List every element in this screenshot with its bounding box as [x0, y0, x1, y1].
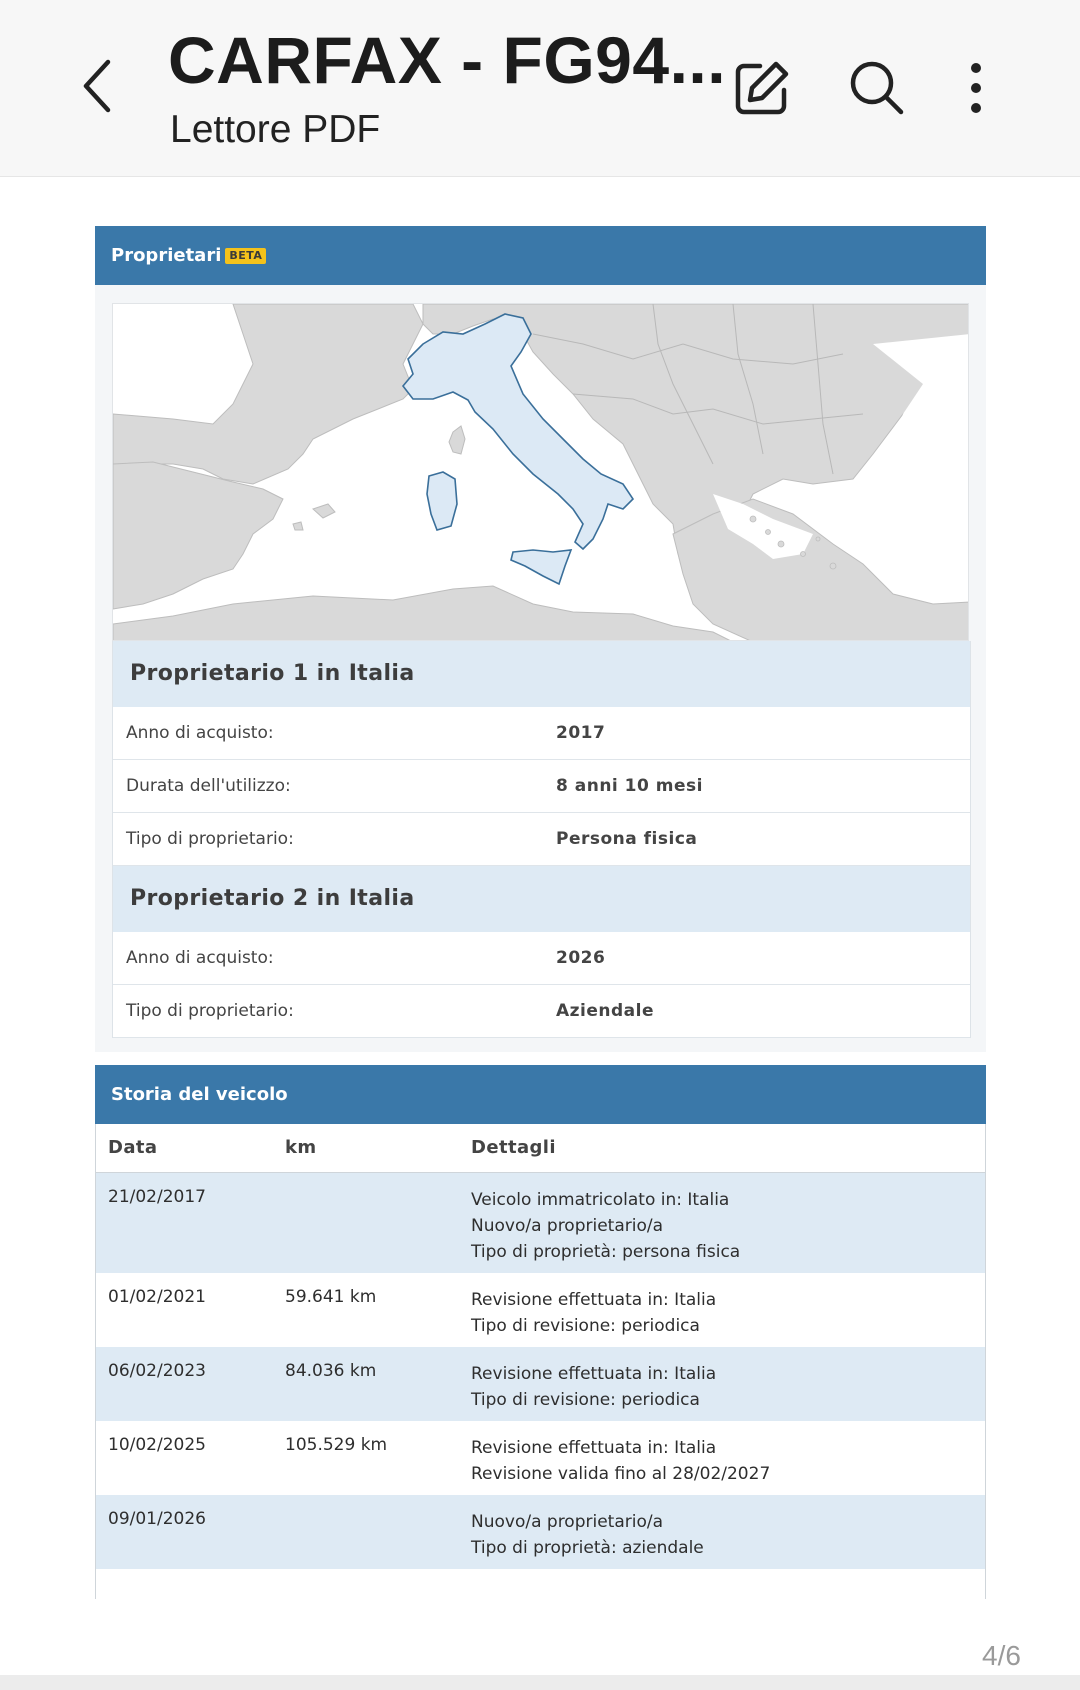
search-icon [845, 56, 909, 120]
history-table [95, 1124, 986, 1599]
row-value: 2026 [556, 948, 606, 968]
more-options-button[interactable] [946, 56, 1006, 120]
detail-line: Revisione effettuata in: Italia [471, 1290, 717, 1310]
app-subtitle: Lettore PDF [170, 108, 381, 151]
row-label: Tipo di proprietario: [126, 829, 294, 849]
owners-panel [95, 285, 986, 1052]
history-section-header: Storia del veicolo [95, 1065, 986, 1124]
history-row [96, 1273, 985, 1347]
history-row [96, 1347, 985, 1421]
row-value: Aziendale [556, 1001, 655, 1021]
detail-line: Tipo di proprietà: persona fisica [471, 1242, 741, 1262]
detail-line: Tipo di proprietà: aziendale [471, 1538, 704, 1558]
row-label: Tipo di proprietario: [126, 1001, 294, 1021]
detail-line: Nuovo/a proprietario/a [471, 1216, 664, 1236]
document-title: CARFAX - FG94... [168, 23, 727, 97]
row-km [285, 1509, 471, 1569]
history-row [96, 1421, 985, 1495]
more-vertical-icon [946, 56, 1006, 120]
detail-line: Revisione effettuata in: Italia [471, 1364, 717, 1384]
detail-line: Nuovo/a proprietario/a [471, 1512, 664, 1532]
italy-highlight-map [113, 304, 969, 641]
row-value: 8 anni 10 mesi [556, 776, 703, 796]
row-details [471, 1187, 985, 1273]
bottom-bar [0, 1675, 1080, 1690]
row-km: 105.529 km [285, 1435, 388, 1455]
column-header-km: km [285, 1137, 317, 1158]
history-row [96, 1495, 985, 1569]
row-details [471, 1361, 985, 1421]
owner-2-heading: Proprietario 2 in Italia [113, 866, 970, 932]
row-details [471, 1287, 985, 1347]
back-chevron-icon [76, 54, 124, 118]
owners-title: Proprietari [111, 245, 222, 266]
column-header-date: Data [108, 1137, 158, 1158]
owner-1-row [113, 760, 970, 813]
owner-1-row [113, 707, 970, 760]
app-bar [0, 0, 1080, 177]
column-header-details: Dettagli [471, 1137, 556, 1158]
page-indicator: 4/6 [982, 1640, 1021, 1671]
row-date: 10/02/2025 [108, 1435, 206, 1455]
detail-line: Tipo di revisione: periodica [471, 1316, 700, 1336]
beta-badge: BETA [225, 248, 266, 264]
row-value: 2017 [556, 723, 606, 743]
owner-1-heading: Proprietario 1 in Italia [113, 641, 970, 707]
row-date: 06/02/2023 [108, 1361, 206, 1381]
search-button[interactable] [845, 56, 909, 120]
row-date: 09/01/2026 [108, 1509, 206, 1529]
detail-line: Veicolo immatricolato in: Italia [471, 1190, 730, 1210]
edit-pencil-icon [730, 56, 794, 120]
history-row [96, 1173, 985, 1273]
detail-line: Revisione effettuata in: Italia [471, 1438, 717, 1458]
history-table-header [96, 1124, 985, 1173]
detail-line: Tipo di revisione: periodica [471, 1390, 700, 1410]
owners-table [112, 641, 971, 1038]
row-label: Durata dell'utilizzo: [126, 776, 291, 796]
owners-section-header [95, 226, 986, 285]
pdf-page[interactable] [0, 177, 1080, 1675]
row-km [285, 1187, 471, 1273]
row-label: Anno di acquisto: [126, 723, 274, 743]
row-date: 01/02/2021 [108, 1287, 206, 1307]
row-km: 59.641 km [285, 1287, 377, 1307]
row-details [471, 1509, 985, 1569]
europe-map [112, 303, 969, 641]
owner-2-row [113, 932, 970, 985]
back-button[interactable] [76, 54, 124, 118]
owner-1-row [113, 813, 970, 866]
row-value: Persona fisica [556, 829, 698, 849]
row-date: 21/02/2017 [108, 1187, 206, 1207]
detail-line: Revisione valida fino al 28/02/2027 [471, 1464, 771, 1484]
row-details [471, 1435, 985, 1495]
row-km: 84.036 km [285, 1361, 377, 1381]
owner-2-row [113, 985, 970, 1038]
edit-button[interactable] [730, 56, 794, 120]
row-label: Anno di acquisto: [126, 948, 274, 968]
